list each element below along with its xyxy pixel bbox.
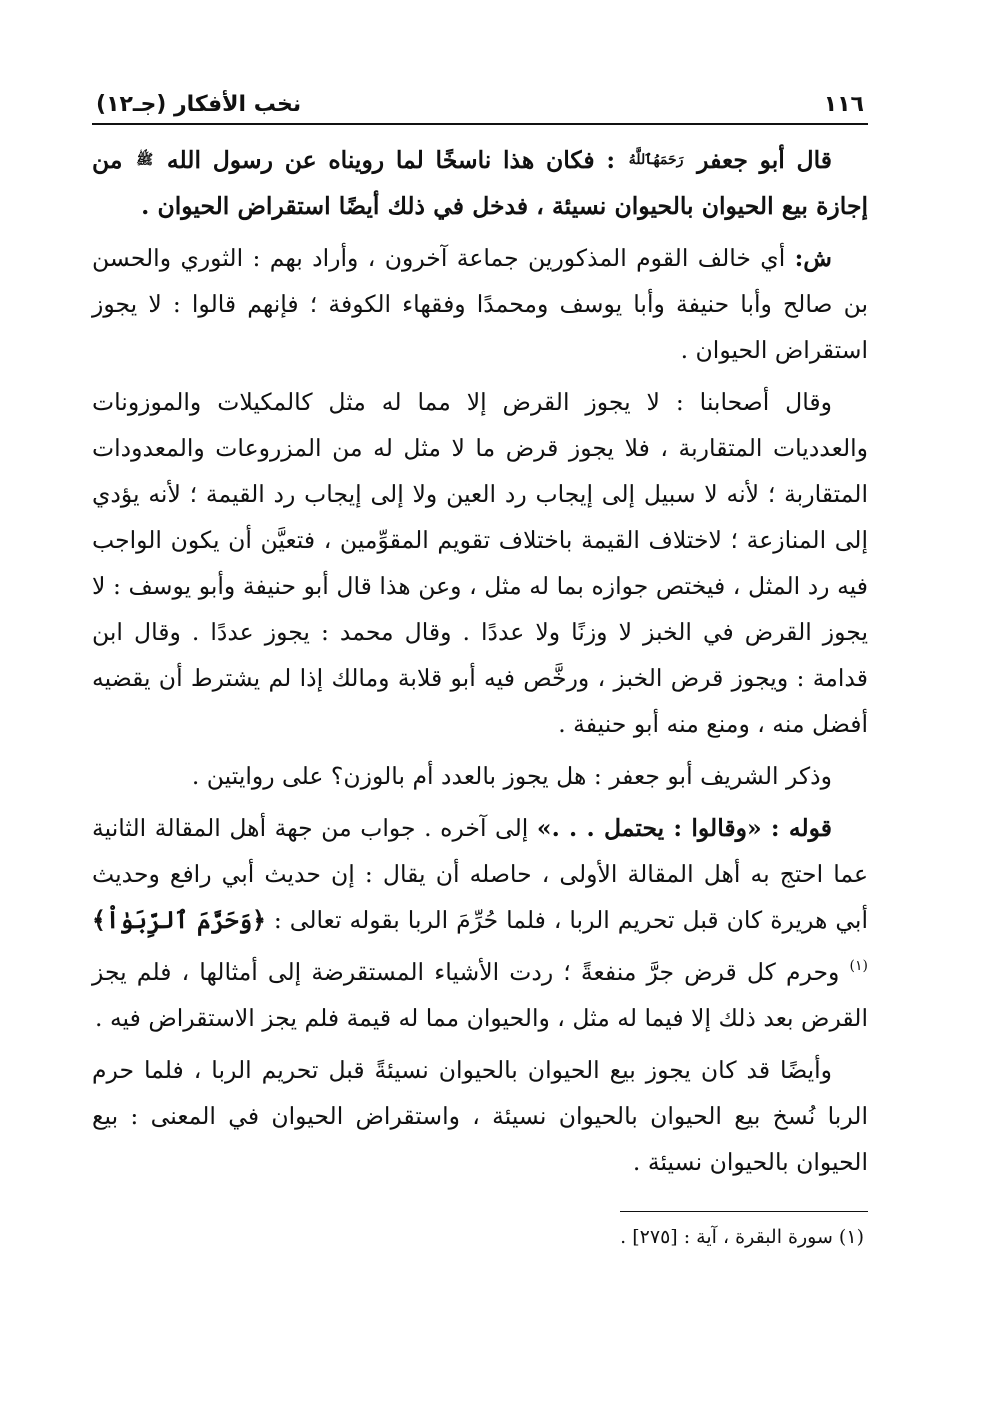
salutation-glyph: ﷺ [136, 152, 154, 168]
footnote-ref[interactable]: (١) [849, 958, 868, 974]
p2-text: أي خالف القوم المذكورين جماعة آخرون ، وأراد بهم : الثوري والحسن بن صالح وأبا حنيفة وأبا يوسف ومحمدًا وفقهاء الكوفة ؛ فإنهم قالوا : لا يجوز استقراض الحيوان . [92, 244, 869, 364]
quran-verse: ﴿وَحَرَّمَ ٱلرِّبَوٰاْ﴾ [92, 906, 266, 934]
p4-text: وذكر الشريف أبو جعفر : هل يجوز بالعدد أم بالوزن؟ على روايتين . [191, 762, 832, 790]
quote-lead: قوله : «وقالوا : يحتمل . . .» [536, 814, 832, 842]
running-header [92, 92, 868, 125]
paragraph-abrogation [92, 1047, 868, 1185]
commentary-marker: ش: [794, 244, 832, 272]
p1-text-c: من إجازة بيع الحيوان بالحيوان نسيئة ، فدخل في ذلك أيضًا استقراض الحيوان . [92, 146, 868, 220]
page-number: ١١٦ [823, 92, 864, 117]
page [92, 92, 868, 1252]
paragraph-commentary [92, 235, 868, 373]
book-title: نخب الأفكار (جـ١٢) [96, 92, 302, 117]
footnote: (١) سورة البقرة ، آية : [٢٧٥] . [620, 1226, 864, 1248]
p5-text-b: وحرم كل قرض جرَّ منفعةً ؛ ردت الأشياء المستقرضة إلى أمثالها ، فلم يجز القرض بعد ذلك إلا فيما له مثل ، والحيوان مما له قيمة فلم يجز الاستقراض فيه . [92, 958, 868, 1032]
honorific-glyph: رَحَمَهُٱللَّهُ [628, 152, 684, 168]
paragraph-hanafi-view [92, 379, 868, 747]
paragraph-reply [92, 805, 868, 1041]
p6-text: وأيضًا قد كان يجوز بيع الحيوان بالحيوان نسيئةً قبل تحريم الربا ، فلما حرم الربا نُسخ بيع الحيوان بالحيوان نسيئة ، واستقراض الحيوان في المعنى : بيع الحيوان بالحيوان نسيئة . [92, 1056, 868, 1176]
paragraph-sharif [92, 753, 868, 799]
p1-text-b: : فكان هذا ناسخًا لما رويناه عن رسول الله [166, 146, 616, 174]
p3-text: وقال أصحابنا : لا يجوز القرض إلا مما له مثل كالمكيلات والموزونات والعدديات المتقاربة ، فلا يجوز قرض ما لا مثل له من المزروعات والمعدودات المتقاربة ؛ لأنه لا سبيل إلى إيجاب رد العين ولا إلى إيجاب رد القيمة ؛ لأنه يؤدي إلى المنازعة ؛ لاختلاف القيمة باختلاف تقويم المقوِّمين ، فتعيَّن أن يكون الواجب فيه رد المثل ، فيختص جوازه بما له مثل ، وعن هذا قال أبو حنيفة وأبو يوسف : لا يجوز القرض في الخبز لا وزنًا ولا عددًا . وقال محمد : يجوز عددًا . وقال ابن قدامة : ويجوز قرض الخبز ، ورخَّص فيه أبو قلابة ومالك إذا لم يشترط أن يقضيه أفضل منه ، ومنع منه أبو حنيفة . [92, 388, 868, 738]
footnote-separator [620, 1211, 868, 1212]
paragraph-author-quote [92, 137, 868, 229]
p1-text-a: قال أبو جعفر [697, 146, 832, 174]
main-text [92, 137, 868, 1185]
p5-text-a: إلى آخره . جواب من جهة أهل المقالة الثانية عما احتج به أهل المقالة الأولى ، حاصله أن يقال : إن حديث أبي رافع وحديث أبي هريرة كان قبل تحريم الربا ، فلما حُرِّمَ الربا بقوله تعالى : [92, 814, 868, 934]
